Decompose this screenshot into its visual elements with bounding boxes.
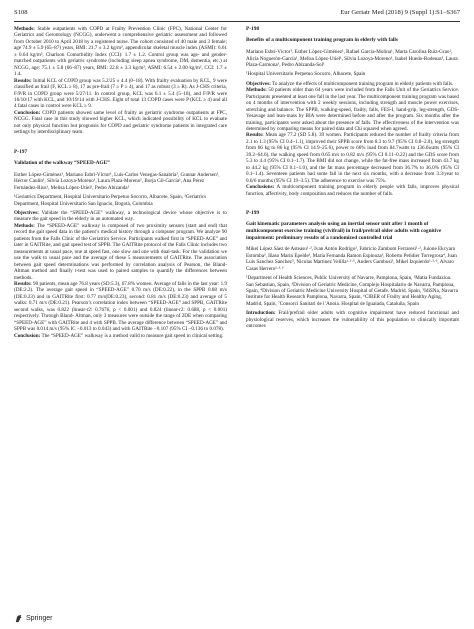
page-footer xyxy=(14,612,52,624)
affiliations: ¹Department of Health Sciences, Public University of Navarre, Pamplona, Spain, ²Matia Fundazioa. San Sebastian, Spain, ³Division of Geriatric Medicine, Complejo Hospitalario de Navarra, Pamplona, Spain, ⁴Division of Geriatric Medicine University Hospital of Getafe. Madrid, Spain, ⁵IdiSNa, Navarra Institute for Health Research Pamplona, Navarra, Spain, ⁶CIBER of Frailty and Healthy Aging, Madrid, Spain, ⁷Consorci Sanitari de l’Anoia. Hospital de Igualada, Cataluña, Spain xyxy=(246,275,458,307)
section-text: A multicomponent training program in elderly people with falls, improves physical function, affectivity, body composition and reduces the number of falls. xyxy=(246,184,459,197)
section-label: Results: xyxy=(14,281,32,287)
author-list: Mariano Esbrí-Víctor¹, Esther López-Giménez¹, Rafael García-Molina¹, Marta Carolina Ruiz-Grao¹, Alicia Noguerón-García¹, Melisa López-Utiel¹, Silvia Lozoya-Moreno¹, Isabel Huedo-Rodenas¹, Laura Plaza-Carmona¹, Pedro Abizanda-Sol¹ xyxy=(246,49,458,68)
publisher-name: Springer xyxy=(26,614,53,622)
running-header xyxy=(14,8,460,20)
section-text: Initial KCL of COPD group was 5.2/25 ± 4.4 (0–18). With frailty evaluation by KCL, 9 were classified as frail (F, KCL ≥ 8), 17 as pre-frail (7 ≥ P ≥ 4), and 17 as robust (3 ≥ R). As J-CHS criteria, F/P/R in COPD group were 5/27/11. In control group, KCL was 6.1 ± 5.4 (5–18), and F/P/R were 16/10/17 with KCL, and 10/19/14 with J-CHS. Eight of total 13 COPD cases were P (KCL ≥ 4) and all 4 fatal cases in control were KCL ≥ 9. xyxy=(14,77,227,110)
section-label: Results: xyxy=(14,77,32,84)
springer-horse-icon xyxy=(14,614,23,623)
continuation-conclusion xyxy=(14,110,227,136)
section-text: The “SPEED-AGE” walkway is composed of two proximity sensors (start and end) that record the gait speed data in the patient’s medical history through a computer program. We analyze 90 patients from the Falls Clinic of the Geriatrics Service. Participants walked first in “SPEED-AGE” and later in GAITRite, and gait speed test of SPPB. The GAITRite protocol of the Falls Clinic includes two measurements at usual pace, one at speed fast, one slow and one with dual-task. For the validation we use the walk to usual pace and the average of these 5 measurements of GAITRite. The association between gait speed determinations was performed by correlation analysis of Pearson, the Bland-Altman method and finally t-test was used to paired samples to quantify the differences between methods. xyxy=(14,222,227,281)
section-conclusion xyxy=(14,333,227,339)
section-label: Conclusion: xyxy=(14,332,41,339)
continuation-methods xyxy=(14,26,227,78)
affiliations: ¹Geriatrics Department, Hospital Universitario Perpetuo Socorro, Albacete, Spain, ²Geriatrics Department, Hospital Universitario San Ignacio, Bogotá, Colombia xyxy=(14,194,207,207)
section-label: Methods: xyxy=(14,26,35,32)
section-objectives xyxy=(14,210,227,223)
abstract-id: P-197 xyxy=(14,148,28,155)
section-label: Conclusion: xyxy=(14,109,41,116)
section-label: Conclusions: xyxy=(246,184,275,191)
author-list: Esther López-Giménez¹, Mariano Esbrí-Víctor¹, Luis-Carlos Venegas-Sanabria², Gunnar Andersen¹, Héctor Caulín¹, Silvia Lozoya-Moreno¹, Laura Plaza-Moreno¹, Borja Gil-García¹, Ana Pérez Fernández-Rius¹, Melisa López-Utiel¹, Pedro Abizanda¹ xyxy=(14,171,220,191)
journal-citation: Eur Geriatr Med (2018) 9 (Suppl 1):S1–S367 xyxy=(340,9,460,16)
section-methods xyxy=(14,223,227,281)
section-introduction xyxy=(246,310,459,329)
section-label: Results: xyxy=(246,132,264,139)
section-text: 50 patients older than 64 years were included from the Falls Unit of the Geriatrics Service. Participants presented at least one fall in the last year. The multicomponent training program was based on 4 months of intervention with 2 weekly sessions, including strength and muscle power exercises, stretching and balance. The SPPB, walking-speed, frailty, falls, FES-I, hand-grip, leg-strength, GDS-Yesavage and lean-mass by BIA were determined before and after the program. Six months after the training, participants were asked about the presence of falls. The effectiveness of the intervention was determined by comparing means for paired data and Chi squared when agreed. xyxy=(246,87,459,133)
affiliations: ¹Hospital Universitario Perpetuo Socorro, Albacete, Spain xyxy=(246,71,366,78)
section-methods xyxy=(246,87,459,132)
section-conclusions xyxy=(246,184,459,197)
header-rule xyxy=(14,21,460,22)
section-label: Methods: xyxy=(14,222,35,229)
author-list: Mikel López Sáez de Asteasu¹·², Ivan Antón Rodrigo², Fabricio Zambom Ferraresi¹·², Juione Ekcyara Estomba², Iñaso Marin Epelde³, María Fernanda Ramon Espinoza³, Roberto Petidier Torregrosa⁴, Juan Luis Sanchez Sanchez⁵, Nicolas Martinez Velilla¹·³·⁶, Anders Gambosi³, Mikel Izquierdo¹·²·⁶, Alvaro Casas Herrero¹·³·⁶ xyxy=(246,246,457,272)
section-text: COPD patients showed same level of frailty as geriatric syndrome outpatients at FPC, NCGG. Fatal case in this study showed higher KCL, which indicated possibility of KCL to evaluate not only physical function but prognosis for COPD and geriatric syndrome patients in integrated care settings by interdisciplinary team. xyxy=(14,109,227,136)
continuation-results xyxy=(14,78,227,110)
section-results xyxy=(14,281,227,333)
section-text: Validate the “SPEED-AGE” walkway, a technological device whose objective is to measure the gait speed in the elderly in an automated way. xyxy=(14,210,227,223)
section-text: Frail/prefrail older adults with cognitive impairment have reduced functional and physiological reserves, which increases the vulnerability of this population to clinically important outcomes xyxy=(246,310,459,330)
section-text: To analyze the effects of multicomponent training program in elderly patients with falls. xyxy=(270,80,454,87)
section-text: 90 patients, mean age 76.8 years (SD:5.3), 67.8% women. Average of falls in the last year: 1.9 (DE:2.2). The average gait speed in “SPEED-AGE” 0.70 m/s (DE:0.22), in the SPPB 0.68 m/s (DE:0.23) and in GAITRite first: 0.77 m/s(DE:0.23), second: 0.81 m/s (DE:0.23) and average of 5 walks: 0.71 m/s (DE:0.21). Pearson’s correlation index between “SPEED-AGE” and SPPB, GAITRite second walks, was 0.822 (linear-r2: 0.7676, p < 0.001) and 0.824 (linear-r2: 0.688, p < 0.001) respectively. Through Bland- Altman, only 3 measures were outside the range of 2DE when comparing “SPEED-AGE” with GAITRite and 4 with SPPB. The average difference between “SPEED-AGE” and SPPB was 0.014 m/s (95% IC −0.013 to 0.043) and with GAITRite −0.107 (95% CI −0.136 to 0.078). xyxy=(14,281,227,333)
section-label: Methods: xyxy=(246,87,267,94)
section-label: Objectives: xyxy=(246,80,271,87)
page-number: S108 xyxy=(14,9,28,16)
left-column xyxy=(14,26,227,608)
abstract-title: Validation of the walkway “SPEED-AGE” xyxy=(14,160,110,167)
abstract-title: Benefits of a multicomponent training program in elderly with falls xyxy=(246,37,398,44)
right-column xyxy=(246,26,459,608)
section-text: The “SPEED-AGE” walkway is a method valid to measure gait speed in clinical setting. xyxy=(40,332,224,339)
section-results xyxy=(246,132,459,184)
abstract-title: Gait kinematic parameters analysis using an inertial sensor unit after 1 month of multicomponent exercise training (vivifrail) in frail/prefrail older adults with cognitive impairment: preliminary results of a randomized controlled trial xyxy=(246,221,442,241)
abstract-id: P-198 xyxy=(246,26,260,32)
section-label: Introduction: xyxy=(246,310,276,317)
section-label: Objectives: xyxy=(14,210,39,217)
abstract-id: P-199 xyxy=(246,210,260,217)
section-text: Mean age 77.2 (SD 5.8). 39 women. Participants reduced the number of frailty criteria from 2.1 to 1.3 (95% CI 0.4–1.1), improved their SPPB score from 8.3 to 9.7 (95% CI 0.8–2.0), leg strength from 66 kg to 86 kg (95% CI 14.9–25.6), power to 66% load from 84.7watts to 136.6watts (95% CI 39.2–64.6), the walking speed from 0.65 m/s to 0.82 m/s (95% CI 0.11–0.22) and the GDS score from 5.3 to 4.4 (95% CI 0.1–1.7). The BMI did not change, while the fat-free mass increased from 43.7 kg to 44.2 kg (95% CI 0.1–1.0), and the fat mass percentage decreased from 36.7% to 36.0% (95% CI 0.1–1.4). Seventeen patients had some fall in the next six months, with a decrease from 3.3/year to 0.6/6 months (95% CI 19–3.5). The adherence to exercise was 75%. xyxy=(246,132,459,184)
section-text: Stable outpatients with COPD at Frailty Prevention Clinic (FPC), National Center for Geriatrics and Gerontology (NCGG), underwent a comprehensive geriatric assessment and followed from October 2010 to April 2018 by a registered nurse. The cohort consisted of 40 male and 3 female; age 74.9 ± 5.9 (65–87) years, BMI: 21.7 ± 3.2 kg/m², appendicular skeletal muscle index (ASMI): 6.61 ± 0.64 kg/m², Charlson Comorbidity Index (CCI): 1.7 ± 1.2. Control group was age- and gender-matched outpatients with geriatric syndrome (including sleep apnea syndrome, DM, dementia, etc.) at NCGG, age: 75.1 ± 5.8 (66–87) years, BMI: 22.8 ± 3.3 kg/m², ASMI: 6.54 ± 2.00 kg/m², CCI: 1.7 ± 1.4. xyxy=(14,26,227,78)
